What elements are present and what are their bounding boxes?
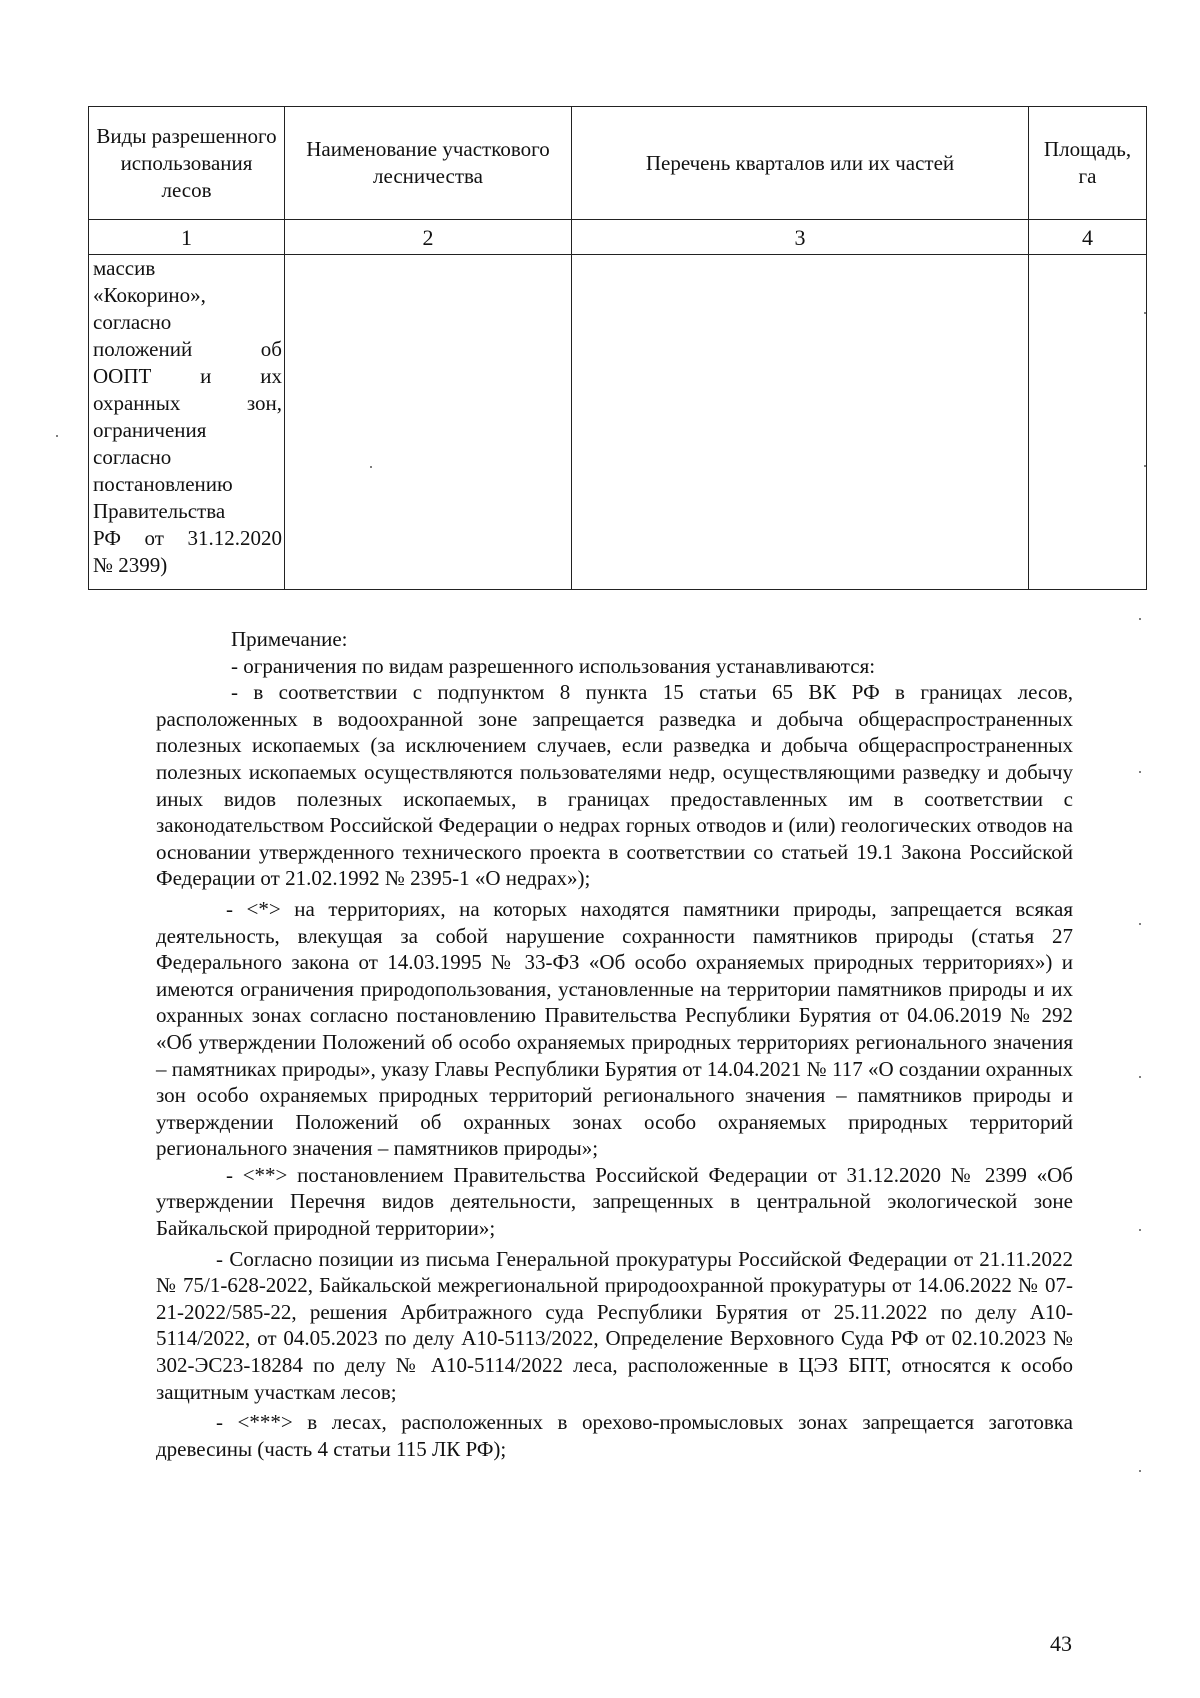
scan-speck	[56, 435, 58, 437]
column-number: 4	[1029, 220, 1147, 255]
header-forestry-name: Наименование участкового лесничества	[285, 107, 572, 220]
header-use-types: Виды разрешенного использования лесов	[89, 107, 285, 220]
forest-use-table	[88, 106, 1147, 590]
note-item: - в соответствии с подпунктом 8 пункта 15 статьи 65 ВК РФ в границах лесов, расположенных в водоохранной зоне запрещается разведка и добыча общераспространенных полезных ископаемых (за исключением случаев, если разведка и добыча общераспространенных полезных ископаемых осуществляются пользователями недр, осуществляющими разведку и добычу иных видов полезных ископаемых, в границах предоставленных им в соответствии с законодательством Российской Федерации о недрах горных отводов и (или) геологических отводов на основании утвержденного технического проекта в соответствии со статьей 19.1 Закона Российской Федерации от 21.02.1992 № 2395-1 «О недрах»);	[156, 680, 1073, 891]
scan-speck	[1139, 923, 1141, 925]
cell-line: РФ от 31.12.2020	[93, 526, 282, 550]
cell-line: ООПТ и их	[93, 364, 282, 388]
area-cell	[1029, 255, 1147, 590]
scan-speck	[1139, 1076, 1141, 1078]
cell-line: согласно	[93, 310, 172, 334]
column-number-row	[89, 220, 1147, 255]
note-item: - Согласно позиции из письма Генеральной прокуратуры Российской Федерации от 21.11.2022 № 75/1-628-2022, Байкальской межрегиональной природоохранной прокуратуры от 14.06.2022 № 07-21-2022/585-22, решения Арбитражного суда Республики Бурятия от 25.11.2022 по делу А10-5114/2022, от 04.05.2023 по делу А10-5113/2022, Определение Верховного Суда РФ от 02.10.2023 № 302-ЭС23-18284 по делу № А10-5114/2022 леса, расположенные в ЦЭЗ БПТ, относятся к особо защитным участкам лесов;	[156, 1246, 1073, 1404]
notes-section	[156, 626, 1073, 1462]
table-header-row	[89, 107, 1147, 220]
table-row	[89, 255, 1147, 590]
scan-speck	[370, 466, 372, 468]
cell-line: массив	[93, 256, 156, 280]
cell-line: «Кокорино»,	[93, 283, 206, 307]
note-item: - <***> в лесах, расположенных в орехово-промысловых зонах запрещается заготовка древесины (часть 4 статьи 115 ЛК РФ);	[156, 1410, 1073, 1461]
cell-line: положений об	[93, 337, 282, 361]
page-number: 43	[1050, 1631, 1072, 1656]
quarters-cell	[572, 255, 1029, 590]
cell-line: охранных зон,	[93, 391, 282, 415]
header-area: Площадь, га	[1029, 107, 1147, 220]
cell-line: ограничения	[93, 418, 207, 442]
scan-speck	[1144, 465, 1146, 467]
note-item: - <*> на территориях, на которых находятся памятники природы, запрещается всякая деятельность, влекущая за собой нарушение сохранности памятников природы (статья 27 Федерального закона от 14.03.1995 № 33-ФЗ «Об особо охраняемых природных территориях») и имеются ограничения природопользования, установленные на территории памятников природы и их охранных зонах согласно постановлению Правительства Республики Бурятия от 04.06.2019 № 292 «Об утверждении Положений об особо охраняемых природных территориях регионального значения – памятниках природы», указу Главы Республики Бурятия от 14.04.2021 № 117 «О создании охранных зон особо охраняемых природных территорий регионального значения – памятников природы и утверждении Положений об охранных зонах особо охраняемых природных территорий регионального значения – памятников природы»;	[156, 896, 1073, 1161]
forestry-cell	[285, 255, 572, 590]
notes-title: Примечание:	[231, 627, 348, 651]
use-type-cell	[89, 255, 285, 590]
cell-line: постановлению	[93, 472, 233, 496]
column-number: 3	[572, 220, 1029, 255]
scan-speck	[1139, 771, 1141, 773]
header-quarters-list: Перечень кварталов или их частей	[572, 107, 1029, 220]
scan-speck	[1144, 312, 1146, 314]
scan-speck	[1139, 618, 1141, 620]
cell-line: № 2399)	[93, 553, 168, 577]
column-number: 2	[285, 220, 572, 255]
scan-speck	[1139, 1470, 1141, 1472]
notes-intro: - ограничения по видам разрешенного использования устанавливаются:	[231, 653, 876, 678]
cell-line: Правительства	[93, 499, 226, 523]
scan-speck	[1139, 1229, 1141, 1231]
note-item: - <**> постановлением Правительства Российской Федерации от 31.12.2020 № 2399 «Об утверждении Перечня видов деятельности, запрещенных в центральной экологической зоне Байкальской природной территории»;	[156, 1162, 1073, 1241]
column-number: 1	[89, 220, 285, 255]
cell-line: согласно	[93, 445, 172, 469]
